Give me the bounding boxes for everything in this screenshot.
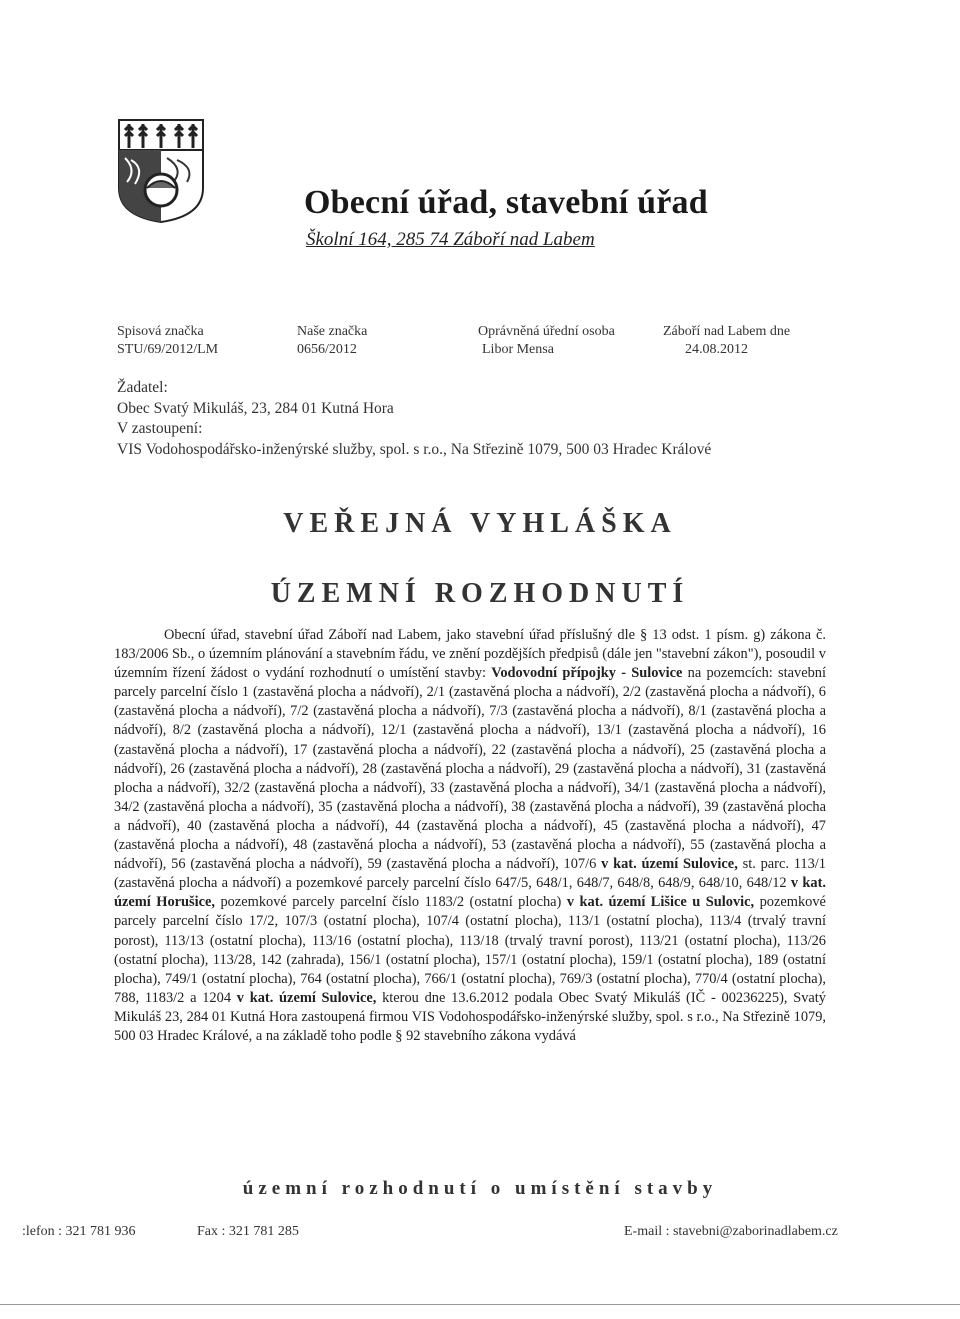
office-address: Školní 164, 285 74 Záboří nad Labem — [306, 229, 595, 250]
cadastral-area-sulovice: v kat. území Sulovice, — [601, 856, 738, 873]
construction-name: Vodovodní přípojky - Sulovice — [491, 665, 683, 682]
cadastral-area-horusice: v kat. území Horušice, — [114, 875, 826, 911]
applicant-name: Obec Svatý Mikuláš, 23, 284 01 Kutná Hora — [117, 399, 394, 417]
body-closing: kterou dne 13.6.2012 podala Obec Svatý Mikuláš (IČ - 00236225), Svatý Mikuláš 23, 284 01 Kutná Hora zastoupená firmou VIS Vodohospodářsko-inženýrské služby, spol. s r.o., Na Střezině 1079, 500 03 Hradec Králové, a na základě toho podle § 92 stavebního zákona vydává — [114, 989, 826, 1044]
meta-value: STU/69/2012/LM — [117, 342, 219, 357]
notice-heading: VEŘEJNÁ VYHLÁŠKA — [283, 508, 677, 539]
meta-official — [478, 323, 615, 359]
meta-file-reference — [117, 323, 218, 359]
parcel-list-sulovice: na pozemcích: stavební parcely parcelní číslo 1 (zastavěná plocha a nádvoří), 2/1 (zastavěná plocha a nádvoří), 2/2 (zastavěná plocha a nádvoří), 6 (zastavěná plocha a nádvoří), 7/2 (zastavěná plocha a nádvoří), 7/3 (zastavěná plocha a nádvoří), 8/1 (zastavěná plocha a nádvoří), 8/2 (zastavěná plocha a nádvoří), 12/1 (zastavěná plocha a nádvoří), 13/1 (zastavěná plocha a nádvoří), 16 (zastavěná plocha a nádvoří), 17 (zastavěná plocha a nádvoří), 22 (zastavěná plocha a nádvoří), 25 (zastavěná plocha a nádvoří), 26 (zastavěná plocha a nádvoří), 28 (zastavěná plocha a nádvoří), 29 (zastavěná plocha a nádvoří), 31 (zastavěná plocha a nádvoří), 32/2 (zastavěná plocha a nádvoří), 33 (zastavěná plocha a nádvoří), 34/1 (zastavěná plocha a nádvoří), 34/2 (zastavěná plocha a nádvoří), 35 (zastavěná plocha a nádvoří), 38 (zastavěná plocha a nádvoří), 39 (zastavěná plocha a nádvoří), 40 (zastavěná plocha a nádvoří), 44 (zastavěná plocha a nádvoří), 45 (zastavěná plocha a nádvoří), 47 (zastavěná plocha a nádvoří), 48 (zastavěná plocha a nádvoří), 53 (zastavěná plocha a nádvoří), 55 (zastavěná plocha a nádvoří), 56 (zastavěná plocha a nádvoří), 59 (zastavěná plocha a nádvoří), 107/6 — [114, 665, 826, 873]
meta-label: Naše značka — [297, 324, 368, 339]
footer-email[interactable]: E-mail : stavebni@zaborinadlabem.cz — [624, 1224, 838, 1239]
decision-type-heading: ÚZEMNÍ ROZHODNUTÍ — [270, 578, 690, 609]
parcel-list-lisice: pozemkové parcely parcelní číslo 1183/2 (ostatní plocha) — [220, 894, 562, 911]
coat-of-arms-icon — [117, 118, 205, 224]
meta-label: Oprávněná úřední osoba — [478, 324, 615, 339]
decision-body — [114, 626, 826, 1046]
representative-name: VIS Vodohospodářsko-inženýrské služby, spol. s r.o., Na Střezině 1079, 500 03 Hradec Králové — [117, 440, 712, 458]
footer-fax: Fax : 321 781 285 — [197, 1224, 299, 1239]
representative-label: V zastoupení: — [117, 420, 203, 437]
applicant-label: Žadatel: — [117, 379, 168, 396]
meta-our-reference — [297, 323, 367, 359]
meta-value: Libor Mensa — [482, 342, 554, 357]
footer-divider — [0, 1304, 960, 1305]
footer-phone: :lefon : 321 781 936 — [22, 1224, 136, 1239]
meta-date — [663, 323, 790, 359]
meta-label: Spisová značka — [117, 324, 204, 339]
body-intro: Obecní úřad, stavební úřad Záboří nad Labem, jako stavební úřad příslušný dle § 13 odst. 1 písm. g) zákona č. 183/2006 Sb., o územním plánování a stavebním řádu, ve znění pozdějších předpisů (dále jen "stavební zákon"), posoudil v územním řízení žádost o vydání rozhodnutí o umístění stavby: — [114, 627, 826, 682]
decision-heading: územní rozhodnutí o umístění stavby — [242, 1178, 718, 1199]
applicant-block — [117, 378, 711, 460]
meta-value: 24.08.2012 — [685, 342, 748, 357]
office-title: Obecní úřad, stavební úřad — [304, 184, 708, 221]
cadastral-area-lisice: v kat. území Lišice u Sulovic, — [566, 894, 755, 911]
cadastral-area-sulovice-2: v kat. území Sulovice, — [236, 989, 377, 1006]
meta-label: Záboří nad Labem dne — [663, 324, 791, 339]
meta-value: 0656/2012 — [297, 342, 357, 357]
parcel-list-sulovice-2: pozemkové parcely parcelní číslo 17/2, 107/3 (ostatní plocha), 107/4 (ostatní plocha), 113/1 (ostatní plocha), 113/4 (trvalý travní porost), 113/13 (ostatní plocha), 113/16 (ostatní plocha), 113/18 (trvalý travní porost), 113/21 (ostatní plocha), 113/26 (ostatní plocha), 113/28, 142 (zahrada), 156/1 (ostatní plocha), 157/1 (ostatní plocha), 159/1 (ostatní plocha), 189 (ostatní plocha), 749/1 (ostatní plocha), 764 (ostatní plocha), 766/1 (ostatní plocha), 769/3 (ostatní plocha), 770/4 (ostatní plocha), 788, 1183/2 a 1204 — [114, 894, 826, 1006]
body-paragraph — [114, 626, 826, 1046]
parcel-list-horusice: st. parc. 113/1 (zastavěná plocha a nádvoří) a pozemkové parcely parcelní číslo 647/5, 648/1, 648/7, 648/8, 648/9, 648/10, 648/12 — [114, 856, 826, 892]
